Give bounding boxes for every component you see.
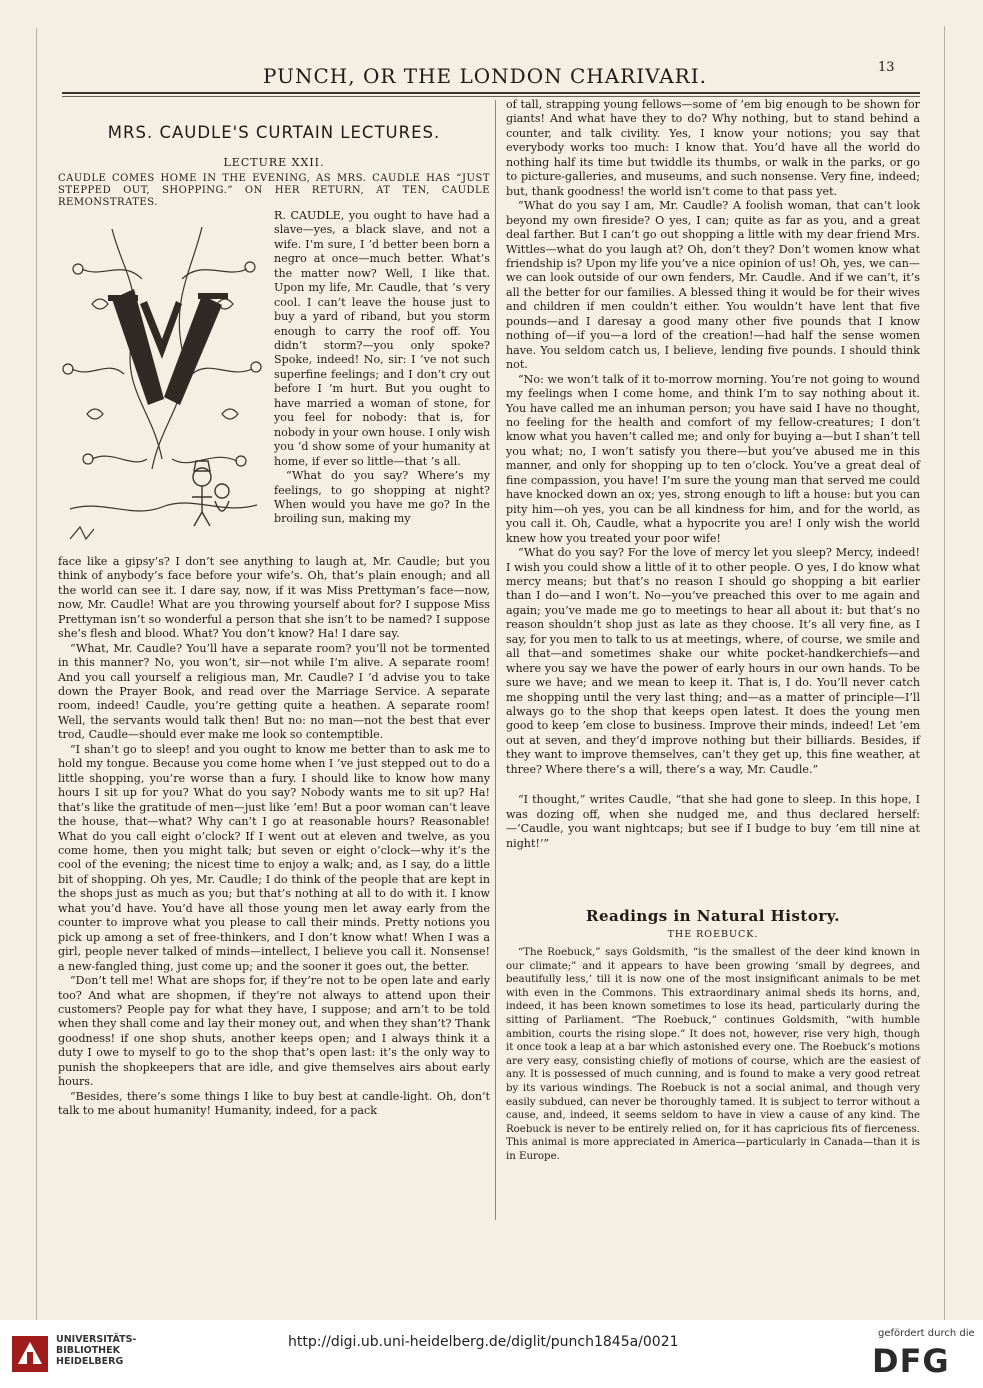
paragraph: “I shan’t go to sleep! and you ought to know me better than to ask me to hold my tongue. Because you come home when I ’ve just stepped out to do a little shopping, you’re worse than a fury. I should like to know how many hours I sit up for you? What do you say? Nobody wants me to sit up? Ha! that’s like the gratitude of men—just like ’em! But a poor woman can’t leave the house, that—what? Why can’t I go at reasonable hours? Reasonable! What do you call eight o’clock? If I went out at eleven and twelve, as you come home, then you might talk; but seven or eight o’clock—why it’s the cool of the evening; the nicest time to enjoy a walk; and, as I say, do a little bit of shopping. Oh yes, Mr. Caudle; I do think of the people that are kept in the shops just as much as you; but that’s nothing at all to do with it. I know what you’d have. You’d have all those young men let away early from the counter to improve what you please to call their minds. Pretty notions you pick up among a set of free-thinkers, and I don’t know what! When I was a girl, people never talked of minds—intellect, I believe you call it. Nonsense! a new-fangled thing, just come up; and the sooner it goes out, the better. — [58, 742, 490, 973]
paragraph: R. CAUDLE, you ought to have had a slave—yes, a black slave, and not a wife. I’m sure, I ’d better been born a negro at once—much better. What’s the matter now? Well, I like that. Upon my life, Mr. Caudle, that ’s very cool. I can’t leave the house just to buy a yard of riband, but you storm enough to carry the roof off. You didn’t storm?—you only spoke? Spoke, indeed! No, sir: I ’ve not such superfine feelings; and I don’t cry out before I ’m hurt. But you ought to have married a woman of stone, for you feel for nobody: that is, for nobody in your own house. I only wish you ’d show some of your humanity at home, if ever so little—that ’s all. — [274, 208, 490, 468]
left-column — [58, 120, 490, 1119]
column-divider — [495, 100, 496, 1220]
page-edge-right — [944, 26, 945, 1320]
paragraph: “Don’t tell me! What are shops for, if they’re not to be open late and early too? And what are shopmen, if they’re not always to attend upon their customers? People pay for what they have, I suppose; and arn’t to be told when they shall come and lay their money out, and when they shan’t? Thank goodness! if one shop shuts, another keeps open; and I always think it a duty I owe to myself to go to the shop that’s open last: it’s the only way to punish the shopkeepers that are idle, and give themselves airs about early hours. — [58, 974, 490, 1089]
library-name: UNIVERSITÄTS- BIBLIOTHEK HEIDELBERG — [56, 1334, 137, 1367]
section-subtitle: THE ROEBUCK. — [667, 928, 759, 940]
paragraph: “Besides, there’s some things I like to buy best at candle-light. Oh, don’t talk to me about humanity! Humanity, indeed, for a pack — [58, 1089, 490, 1118]
paragraph: “What do you say? For the love of mercy let you sleep? Mercy, indeed! I wish you could show a little of it to other people. O yes, I do know what mercy means; but that’s no reason I should go shopping a bit earlier than I do—and I won’t. No—you’ve preached this over to me again and again; you’ve made me go to meetings to hear all about it: but that’s no reason shouldn’t shop just as late as they choose. It’s all very fine, as I say, for you men to talk to us at meetings, where, of course, we smile and all that—and sometimes shake our white pocket-handkerchiefs—and where you say we have the power of early hours in our own hands. To be sure we have; and we mean to keep it. That is, I do. You’ll never catch me shopping until the very last thing; and—as a matter of principle—I’ll always go to the shop that keeps open latest. It does the young men good to keep ’em close to business. Improve their minds, indeed! Let ’em out at seven, and they’d improve nothing but their billiards. Besides, if they want to improve themselves, can’t they get up, this fine weather, at three? Where there’s a will, there’s a way, Mr. Caudle.” — [506, 546, 920, 776]
article-title: MRS. CAUDLE'S CURTAIN LECTURES. — [107, 123, 441, 142]
lecture-number: LECTURE XXII. — [223, 156, 325, 170]
digitization-footer — [0, 1320, 983, 1388]
page-edge-left — [36, 28, 37, 1320]
header-rule-thin — [62, 96, 920, 97]
paragraph: “The Roebuck,” says Goldsmith, “is the smallest of the deer kind known in our climate;” and it appears to have been growing ‘small by degrees, and beautifully less,’ till it is now one of the most insignificant animals to be met with even in the Commons. This extraordinary animal sheds its horns, and, indeed, it has been known sometimes to lose its head, particularly during the sitting of Parliament. “The Roebuck,” continues Goldsmith, “with humble ambition, courts the rising slope.” It does not, however, rise very high, though it once took a leap at a bar which astonished every one. The Roebuck’s motions are very easy, consisting chiefly of motions of course, which are the easiest of any. It is possessed of much cunning, and is found to make a very good retreat by its various windings. The Roebuck is not a social animal, and though very easily subdued, can never be thoroughly tamed. It is subject to terror without a cause, and, indeed, it seems seldom to have in view a cause of any kind. The Roebuck is never to be entirely relied on, for it has capricious fits of fierceness. This animal is more appreciated in America—particularly in Canada—than it is in Europe. — [506, 947, 920, 1162]
paragraph: “What do you say? Where’s my feelings, to go shopping at night? When would you have me go? In the broiling sun, making my — [274, 469, 490, 526]
page-header-title: PUNCH, OR THE LONDON CHARIVARI. — [263, 64, 707, 88]
paragraph: face like a gipsy’s? I don’t see anything to laugh at, Mr. Caudle; but you think of anybody’s face before your wife’s. Oh, that’s plain enough; and all the world can see it. I dare say, now, if it was Miss Prettyman’s face—now, now, Mr. Caudle! What are you throwing yourself about for? I suppose Miss Prettyman isn’t so wonderful a person that she isn’t to be named? I suppose she’s flesh and blood. What? You don’t know? Ha! I dare say. — [58, 554, 490, 641]
paragraph: “No: we won’t talk of it to-morrow morning. You’re not going to wound my feelings when I come home, and think I’m to say nothing about it. You have called me an inhuman person; you have said I have no thought, no feeling for the health and comfort of my fellow-creatures; I don’t know what you haven’t called me; and only for buying a—but I shan’t tell you what; no, I won’t satisfy you there—but you’ve abused me in this manner, and only for shopping up to ten o’clock. You’ve a great deal of fine compassion, you have! I’m sure the young man that served me could have knocked down an ox; yes, strong enough to lift a house: but you can pity him—oh yes, you can be all kindness for him, and for the world, as you call it. Oh, Caudle, what a hypocrite you are! I only wish the world knew how you treated your poor wife! — [506, 372, 920, 545]
paragraph: “What do you say I am, Mr. Caudle? A foolish woman, that can’t look beyond my own fireside? O yes, I can; quite as far as you, and a great deal farther. But I can’t go out shopping a little with my dear friend Mrs. Wittles—what do you laugh at? Oh, don’t they? Don’t women know what friendship is? Upon my life you’ve a nice opinion of us! Oh, yes, we can—we can look outside of our own fenders, Mr. Caudle. And if we can’t, it’s all the better for our families. A blessed thing it would be for their wives and children if men couldn’t either. You wouldn’t have lent that five pounds—and I daresay a good many other five pounds that I know nothing of—if you—a lord of the creation!—had half the sense women have. You seldom catch us, I believe, lending five pounds. I should think not. — [506, 199, 920, 372]
dfg-logo: DFG — [872, 1342, 950, 1380]
page-number: 13 — [878, 60, 895, 75]
right-column — [506, 98, 920, 1164]
drop-cap-text — [274, 209, 490, 527]
paragraph: “I thought,” writes Caudle, “that she had gone to sleep. In this hope, I was dozing off, when she nudged me, and thus declared herself:—‘Caudle, you want nightcaps; but see if I budge to buy ’em till nine at night!’” — [506, 793, 920, 850]
section-title: Readings in Natural History. — [586, 907, 840, 926]
drop-cap-block — [58, 209, 490, 555]
header-rule — [62, 92, 920, 94]
article-subtitle: CAUDLE COMES HOME IN THE EVENING, AS MRS. CAUDLE HAS “JUST STEPPED OUT, SHOPPING.” ON HER RETURN, AT TEN, CAUDLE REMONSTRATES. — [58, 172, 490, 208]
decorative-initial-m-illustration — [52, 209, 274, 555]
paragraph: “What, Mr. Caudle? You’ll have a separate room? you’ll not be tormented in this manner? No, you won’t, sir—not while I’m alive. A separate room! And you call yourself a religious man, Mr. Caudle? I ’d advise you to take down the Prayer Book, and read over the Marriage Service. A separate room, indeed! Caudle, you’re getting quite a heathen. A separate room! Well, the servants would talk then! But no: no man—not the best that ever trod, Caudle—should ever make me look so contemptible. — [58, 641, 490, 742]
source-url-link[interactable]: http://digi.ub.uni-heidelberg.de/diglit/punch1845a/0021 — [288, 1334, 679, 1350]
funded-by-label: gefördert durch die — [878, 1328, 975, 1339]
paragraph: of tall, strapping young fellows—some of ’em big enough to be shown for giants! And what have they to do? Why nothing, but to stand behind a counter, and talk civility. Yes, I know your notions; you say that everybody works too much: I know that. You’d have all the world do nothing half its time but twiddle its thumbs, or walk in the parks, or go to picture-galleries, and museums, and such nonsense. Very fine, indeed; but, thank goodness! the world isn’t come to that pass yet. — [506, 98, 920, 198]
university-library-logo-icon — [10, 1334, 50, 1374]
